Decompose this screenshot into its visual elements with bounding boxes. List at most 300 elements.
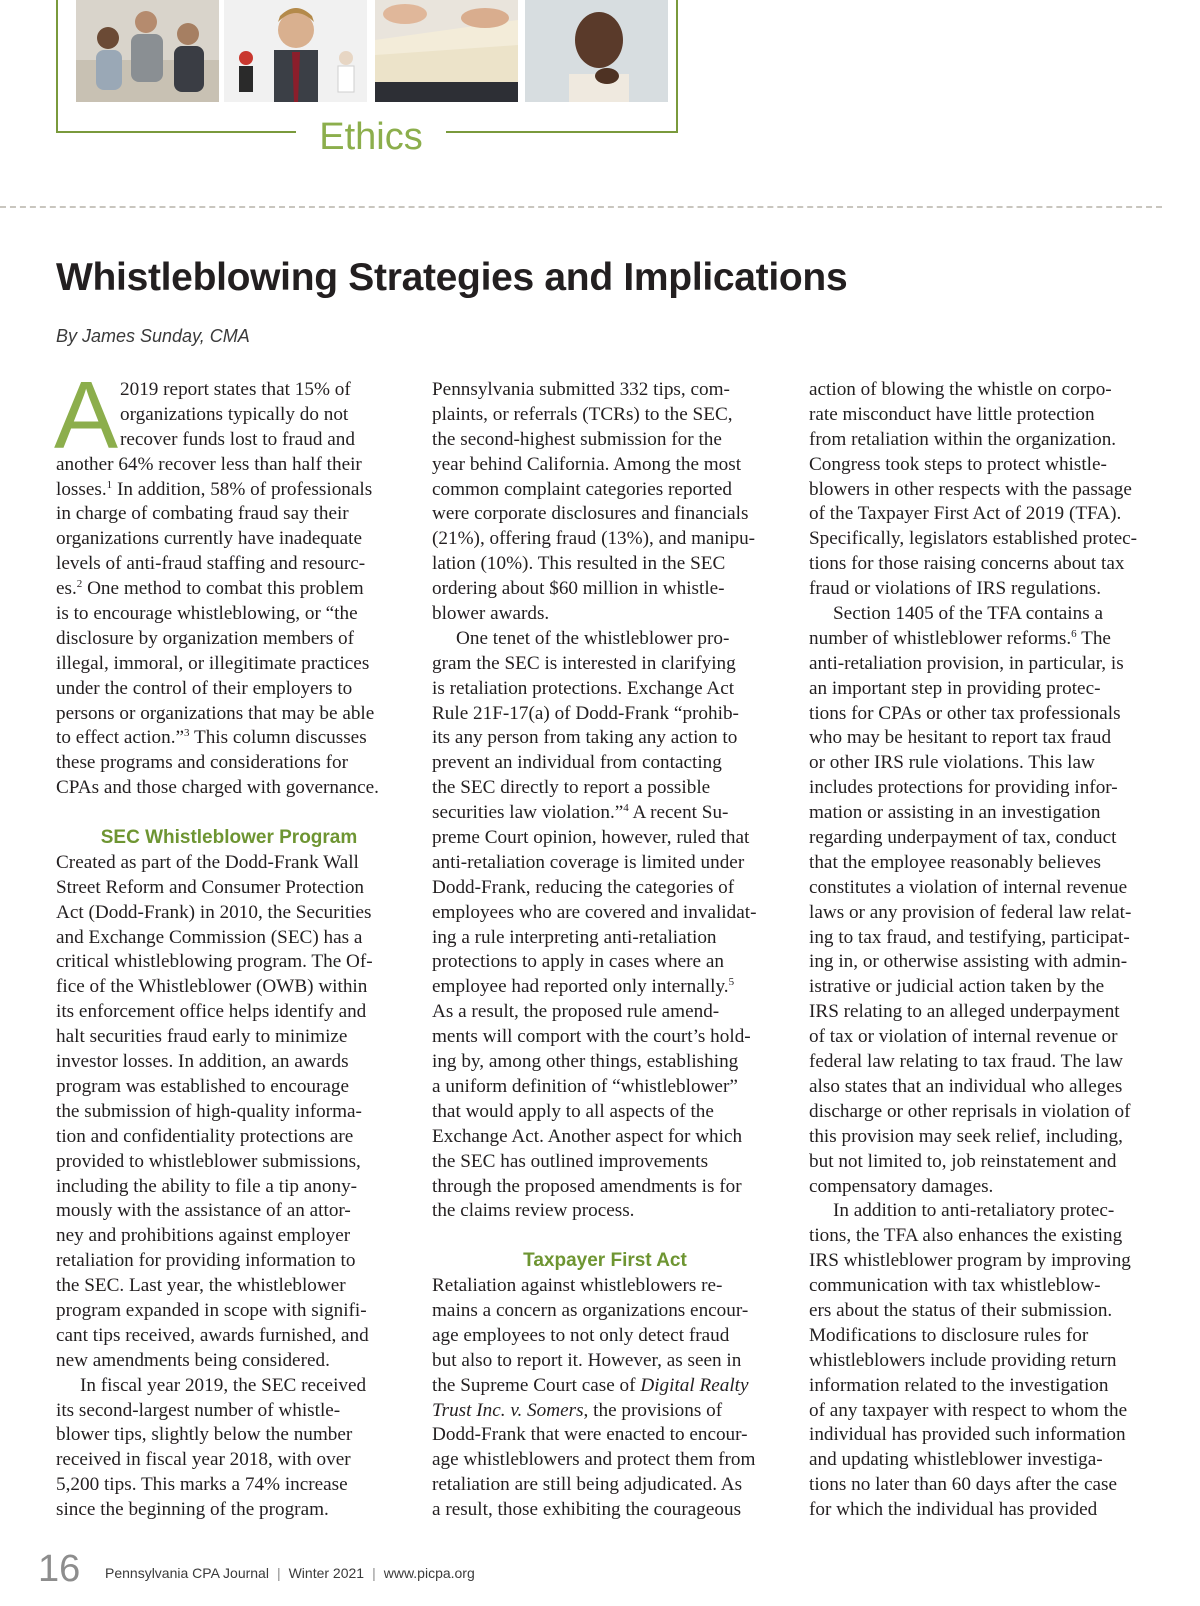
footnote-marker: 5 [728, 976, 735, 989]
text-line [809, 1498, 1155, 1523]
photo-business-meeting [76, 0, 219, 102]
photo-documents-files [375, 0, 518, 102]
text-run: its any person from taking any action to [432, 727, 738, 749]
text-run: The [1076, 627, 1111, 649]
text-run: disclosure by organization members of [56, 627, 355, 649]
text-line [809, 901, 1155, 926]
text-line [56, 1199, 402, 1224]
text-line [809, 1299, 1155, 1324]
text-line [809, 876, 1155, 901]
text-line [432, 851, 778, 876]
text-run: in charge of combating fraud say their [56, 503, 349, 525]
text-line [432, 652, 778, 677]
text-line [56, 1498, 402, 1523]
text-run: preme Court opinion, however, ruled that [432, 827, 750, 849]
text-run: organizations currently have inadequate [56, 528, 362, 550]
text-run: tions for those raising concerns about tax [809, 553, 1125, 575]
text-line [809, 975, 1155, 1000]
text-line [56, 1224, 402, 1249]
text-line [56, 1399, 402, 1424]
text-run: its enforcement office helps identify and [56, 1001, 367, 1023]
drop-cap: A [54, 362, 119, 469]
article-column-2 [432, 378, 778, 1523]
text-line [809, 403, 1155, 428]
text-line [809, 1050, 1155, 1075]
text-run: communication with tax whistleblow- [809, 1275, 1101, 1297]
text-line [809, 378, 1155, 403]
text-line [56, 1249, 402, 1274]
text-line [432, 1274, 778, 1299]
text-line [432, 926, 778, 951]
text-run: laws or any provision of federal law relat- [809, 901, 1132, 923]
text-line [432, 577, 778, 602]
text-run: retaliation are still being adjudicated. As [432, 1474, 743, 1496]
text-run: critical whistleblowing program. The Of- [56, 951, 373, 973]
text-run: regarding underpayment of tax, conduct [809, 827, 1117, 849]
text-line [432, 975, 778, 1000]
text-line [809, 1224, 1155, 1249]
text-run: persons or organizations that may be able [56, 702, 375, 724]
text-run: One method to combat this problem [82, 578, 364, 600]
text-line [56, 776, 402, 801]
text-line [809, 627, 1155, 652]
page-number: 16 [38, 1548, 81, 1590]
text-run: that the employee reasonably believes [809, 851, 1101, 873]
text-run: gram the SEC is interested in clarifying [432, 652, 736, 674]
text-run: or other IRS rule violations. This law [809, 752, 1095, 774]
text-run: cant tips received, awards furnished, and [56, 1324, 369, 1346]
text-run: IRS whistleblower program by improving [809, 1250, 1131, 1272]
text-line [809, 776, 1155, 801]
text-line [56, 677, 402, 702]
text-line [56, 1274, 402, 1299]
text-run: Retaliation against whistleblowers re- [432, 1275, 723, 1297]
text-run: CPAs and those charged with governance. [56, 777, 379, 799]
text-line [56, 751, 402, 776]
text-run: but not limited to, job reinstatement and [809, 1150, 1117, 1172]
text-line [809, 1000, 1155, 1025]
text-line [809, 801, 1155, 826]
text-run: Pennsylvania submitted 332 tips, com- [432, 379, 730, 400]
text-line [809, 1448, 1155, 1473]
text-line [56, 702, 402, 727]
text-run: a uniform definition of “whistleblower” [432, 1075, 738, 1097]
text-line [56, 1299, 402, 1324]
text-run: this provision may seek relief, including, [809, 1125, 1123, 1147]
text-line [432, 1448, 778, 1473]
text-run: halt securities fraud early to minimize [56, 1026, 348, 1048]
text-line [56, 950, 402, 975]
text-run: also states that an individual who alleges [809, 1075, 1123, 1097]
text-run: ing by, among other things, establishing [432, 1051, 739, 1073]
text-run: 5,200 tips. This marks a 74% increase [56, 1474, 348, 1496]
text-run: es. [56, 578, 77, 600]
text-run: tions for CPAs or other tax professionals [809, 702, 1121, 724]
text-run: blower awards. [432, 603, 550, 625]
text-line [432, 801, 778, 826]
text-line [56, 926, 402, 951]
text-line [432, 453, 778, 478]
text-line [56, 478, 402, 503]
footer-url[interactable]: www.picpa.org [383, 1565, 475, 1581]
text-run: whistleblowers include providing return [809, 1349, 1117, 1371]
text-line [809, 1150, 1155, 1175]
text-line [809, 1349, 1155, 1374]
text-line [432, 378, 778, 403]
text-run: the SEC has outlined improvements [432, 1150, 709, 1172]
text-line [809, 751, 1155, 776]
text-run: who may be hesitant to report tax fraud [809, 727, 1112, 749]
footnote-marker: 3 [184, 727, 190, 740]
text-line [432, 876, 778, 901]
text-run: A recent Su- [628, 802, 729, 824]
text-line [809, 602, 1155, 627]
text-line [809, 950, 1155, 975]
text-run: information related to the investigation [809, 1374, 1109, 1396]
text-line [809, 552, 1155, 577]
italic-case-name: Trust Inc. v. Somers [432, 1399, 584, 1421]
text-run: organizations typically do not [120, 403, 349, 425]
text-line [432, 1399, 778, 1424]
text-line [56, 552, 402, 577]
text-line [809, 851, 1155, 876]
text-line [56, 901, 402, 926]
text-run: fice of the Whistleblower (OWB) within [56, 976, 368, 998]
text-run: Act (Dodd-Frank) in 2010, the Securities [56, 901, 372, 923]
text-run: number of whistleblower reforms. [809, 627, 1072, 649]
text-line [809, 1399, 1155, 1424]
text-run: ments will comport with the court’s hold- [432, 1026, 751, 1048]
text-run: its second-largest number of whistle- [56, 1399, 341, 1421]
text-run: individual has provided such information [809, 1424, 1126, 1446]
text-line [809, 502, 1155, 527]
text-run: under the control of their employers to [56, 677, 353, 699]
text-run: ney and prohibitions against employer [56, 1225, 351, 1247]
text-run: includes protections for providing infor- [809, 777, 1118, 799]
text-run: investor losses. In addition, an awards [56, 1051, 349, 1073]
text-line [56, 851, 402, 876]
text-line [809, 1075, 1155, 1100]
text-line [432, 950, 778, 975]
text-run: the submission of high-quality informa- [56, 1100, 362, 1122]
text-run: One tenet of the whistleblower pro- [456, 627, 730, 649]
text-line [56, 1448, 402, 1473]
text-run: Dodd-Frank that were enacted to encour- [432, 1424, 748, 1446]
footer-separator: | [372, 1565, 376, 1581]
text-line [432, 502, 778, 527]
text-run: rate misconduct have little protection [809, 403, 1095, 425]
text-line [432, 702, 778, 727]
text-run: Section 1405 of the TFA contains a [833, 603, 1104, 625]
text-run: of the Taxpayer First Act of 2019 (TFA). [809, 503, 1122, 525]
text-line [432, 1150, 778, 1175]
text-run: and Exchange Commission (SEC) has a [56, 926, 363, 948]
text-line [432, 1025, 778, 1050]
text-line [809, 1274, 1155, 1299]
text-run: these programs and considerations for [56, 752, 348, 774]
text-run: program was established to encourage [56, 1075, 350, 1097]
text-line [56, 1000, 402, 1025]
article-column-3 [809, 378, 1155, 1523]
text-run: protections to apply in cases where an [432, 951, 724, 973]
text-run: retaliation for providing information to [56, 1250, 356, 1272]
text-line [56, 602, 402, 627]
text-run: securities law violation.” [432, 802, 624, 824]
text-run: constitutes a violation of internal revenue [809, 876, 1128, 898]
text-line [56, 1100, 402, 1125]
text-line [432, 627, 778, 652]
section-heading: SEC Whistleblower Program [100, 827, 358, 849]
text-run: illegal, immoral, or illegitimate practices [56, 652, 370, 674]
text-line [432, 1498, 778, 1523]
footer-separator: | [276, 1565, 281, 1581]
photo-devil-angel-businessman [224, 0, 367, 102]
text-line [432, 602, 778, 627]
text-run: program expanded in scope with signifi- [56, 1299, 367, 1321]
text-line [809, 677, 1155, 702]
text-line [809, 1175, 1155, 1200]
text-run: is to encourage whistleblowing, or “the [56, 603, 358, 625]
text-run: but also to report it. However, as seen in [432, 1349, 742, 1371]
paragraph-spacer [432, 1224, 778, 1249]
text-line [56, 1374, 402, 1399]
text-line [432, 1075, 778, 1100]
text-line [432, 1199, 778, 1224]
text-line [432, 1100, 778, 1125]
text-line [432, 1473, 778, 1498]
text-line [56, 726, 402, 751]
text-run: from retaliation within the organization. [809, 428, 1117, 450]
text-run: for which the individual has provided [809, 1499, 1098, 1521]
text-run: Specifically, legislators established protec- [809, 528, 1138, 550]
text-line [809, 577, 1155, 602]
text-line [56, 975, 402, 1000]
text-run: the SEC. Last year, the whistleblower [56, 1275, 346, 1297]
italic-case-name: Digital Realty [640, 1374, 749, 1396]
text-run: ers about the status of their submission. [809, 1299, 1113, 1321]
text-line [809, 527, 1155, 552]
text-line [809, 1423, 1155, 1448]
text-run: through the proposed amendments is for [432, 1175, 742, 1197]
text-line [432, 1349, 778, 1374]
text-run: tions, the TFA also enhances the existing [809, 1225, 1123, 1247]
text-line [809, 1324, 1155, 1349]
text-run: (21%), offering fraud (13%), and manipu- [432, 528, 756, 550]
text-line [809, 1374, 1155, 1399]
text-line [56, 1175, 402, 1200]
article-byline: By James Sunday, CMA [56, 326, 250, 346]
text-line [432, 1125, 778, 1150]
text-line [56, 876, 402, 901]
text-run: employees who are covered and invalidat- [432, 901, 757, 923]
text-run: IRS relating to an alleged underpayment [809, 1001, 1120, 1023]
text-line [432, 776, 778, 801]
text-run: the claims review process. [432, 1200, 635, 1222]
text-line [432, 1175, 778, 1200]
text-line [56, 1050, 402, 1075]
text-line [56, 1473, 402, 1498]
text-line [432, 1050, 778, 1075]
text-line [432, 677, 778, 702]
text-line [56, 1075, 402, 1100]
text-line [809, 726, 1155, 751]
text-run: istrative or judicial action taken by the [809, 976, 1105, 998]
text-run: action of blowing the whistle on corpo- [809, 379, 1112, 400]
text-run: ing a rule interpreting anti-retaliation [432, 926, 717, 948]
text-run: As a result, the proposed rule amend- [432, 1001, 720, 1023]
text-run: Rule 21F-17(a) of Dodd-Frank “prohib- [432, 702, 739, 724]
text-run: Exchange Act. Another aspect for which [432, 1125, 743, 1147]
text-run: year behind California. Among the most [432, 453, 742, 475]
text-run: anti-retaliation provision, in particular, is [809, 652, 1124, 674]
text-line [432, 1324, 778, 1349]
text-line [809, 1125, 1155, 1150]
text-run: federal law relating to tax fraud. The law [809, 1051, 1123, 1073]
text-line [432, 726, 778, 751]
text-run: to effect action.” [56, 727, 185, 749]
text-run: Dodd-Frank, reducing the categories of [432, 876, 735, 898]
text-line [56, 652, 402, 677]
text-run: In addition to anti-retaliatory protec- [833, 1200, 1115, 1222]
text-run: Congress took steps to protect whistle- [809, 453, 1107, 475]
text-run: employee had reported only internally. [432, 976, 729, 998]
footnote-marker: 1 [106, 478, 113, 491]
text-run: Modifications to disclosure rules for [809, 1324, 1089, 1346]
text-run: anti-retaliation coverage is limited under [432, 851, 745, 873]
text-run: fraud or violations of IRS regulations. [809, 578, 1102, 600]
text-line [432, 1000, 778, 1025]
text-run: tions no later than 60 days after the case [809, 1474, 1117, 1496]
text-run: the SEC directly to report a possible [432, 777, 711, 799]
text-line [809, 428, 1155, 453]
text-line [56, 1125, 402, 1150]
footnote-marker: 2 [76, 578, 83, 591]
text-run: losses. [56, 478, 107, 500]
text-line [432, 428, 778, 453]
text-line [432, 751, 778, 776]
text-run: In fiscal year 2019, the SEC received [80, 1374, 367, 1396]
text-run: blowers in other respects with the passage [809, 478, 1132, 500]
text-run: including the ability to file a tip anony- [56, 1175, 358, 1197]
text-run: Street Reform and Consumer Protection [56, 876, 365, 898]
text-run: that would apply to all aspects of the [432, 1100, 714, 1122]
text-run: were corporate disclosures and financials [432, 503, 749, 525]
text-line [56, 1025, 402, 1050]
text-run: recover funds lost to fraud and [120, 428, 355, 450]
text-line [432, 527, 778, 552]
text-line [432, 1299, 778, 1324]
text-run: levels of anti-fraud staffing and resourc- [56, 553, 366, 575]
text-line [432, 901, 778, 926]
text-line [432, 552, 778, 577]
text-line [809, 652, 1155, 677]
text-run: new amendments being considered. [56, 1349, 330, 1371]
text-line [809, 453, 1155, 478]
footnote-marker: 6 [1071, 627, 1077, 640]
text-run: discharge or other reprisals in violation of [809, 1100, 1131, 1122]
text-line [809, 702, 1155, 727]
text-line [56, 627, 402, 652]
text-run: since the beginning of the program. [56, 1499, 329, 1521]
text-line [432, 826, 778, 851]
text-run: , the provisions of [583, 1399, 723, 1421]
text-line [809, 926, 1155, 951]
text-run: a result, those exhibiting the courageous [432, 1499, 742, 1521]
text-line [56, 1324, 402, 1349]
text-line [432, 1423, 778, 1448]
text-run: age whistleblowers and protect them from [432, 1449, 756, 1471]
text-run: ing to tax fraud, and testifying, participat- [809, 926, 1130, 948]
text-run: ing in, or otherwise assisting with admin- [809, 951, 1128, 973]
dashed-divider [0, 206, 1162, 208]
paragraph-spacer [56, 801, 402, 826]
text-run: an important step in providing protec- [809, 677, 1101, 699]
text-run: prevent an individual from contacting [432, 752, 722, 774]
text-line [432, 478, 778, 503]
text-run: the second-highest submission for the [432, 428, 722, 450]
text-line [432, 1374, 778, 1399]
footer-journal: Pennsylvania CPA Journal [105, 1565, 269, 1581]
text-run: another 64% recover less than half their [56, 453, 362, 475]
footer-info [105, 1565, 475, 1581]
footnote-marker: 4 [623, 802, 629, 815]
text-line [56, 577, 402, 602]
text-run: compensatory damages. [809, 1175, 994, 1197]
text-line [809, 1249, 1155, 1274]
text-run: common complaint categories reported [432, 478, 732, 500]
text-line [809, 1199, 1155, 1224]
text-line [809, 826, 1155, 851]
text-line [56, 1150, 402, 1175]
text-run: mously with the assistance of an attor- [56, 1200, 351, 1222]
text-line [56, 527, 402, 552]
article-title: Whistleblowing Strategies and Implications [56, 256, 848, 299]
text-run: tion and confidentiality protections are [56, 1125, 354, 1147]
text-run: age employees to not only detect fraud [432, 1324, 730, 1346]
text-run: received in fiscal year 2018, with over [56, 1449, 351, 1471]
text-line [809, 1473, 1155, 1498]
text-run: 2019 report states that 15% of [120, 379, 351, 400]
text-line [809, 1025, 1155, 1050]
text-run: In addition, 58% of professionals [112, 478, 373, 500]
text-line [56, 1423, 402, 1448]
text-run: is retaliation protections. Exchange Act [432, 677, 735, 699]
text-run: plaints, or referrals (TCRs) to the SEC, [432, 403, 733, 425]
text-run: provided to whistleblower submissions, [56, 1150, 361, 1172]
text-run: ordering about $60 million in whistle- [432, 578, 725, 600]
text-run: the Supreme Court case of [432, 1374, 641, 1396]
photo-thinking-man [525, 0, 668, 102]
text-line [56, 502, 402, 527]
text-run: lation (10%). This resulted in the SEC [432, 553, 726, 575]
footer-issue: Winter 2021 [288, 1565, 365, 1581]
text-run: Created as part of the Dodd-Frank Wall [56, 851, 359, 873]
text-line [809, 478, 1155, 503]
text-line [56, 1349, 402, 1374]
article-column-1 [54, 362, 402, 1523]
text-line [432, 403, 778, 428]
text-run: blower tips, slightly below the number [56, 1424, 353, 1446]
section-heading: Taxpayer First Act [523, 1250, 687, 1272]
section-label: Ethics [296, 112, 446, 162]
text-line [809, 1100, 1155, 1125]
text-run: mains a concern as organizations encour- [432, 1299, 749, 1321]
text-run: of any taxpayer with respect to whom the [809, 1399, 1128, 1421]
text-run: mation or assisting in an investigation [809, 802, 1101, 824]
text-run: and updating whistleblower investiga- [809, 1449, 1103, 1471]
text-run: This column discusses [189, 727, 367, 749]
text-run: of tax or violation of internal revenue or [809, 1026, 1118, 1048]
